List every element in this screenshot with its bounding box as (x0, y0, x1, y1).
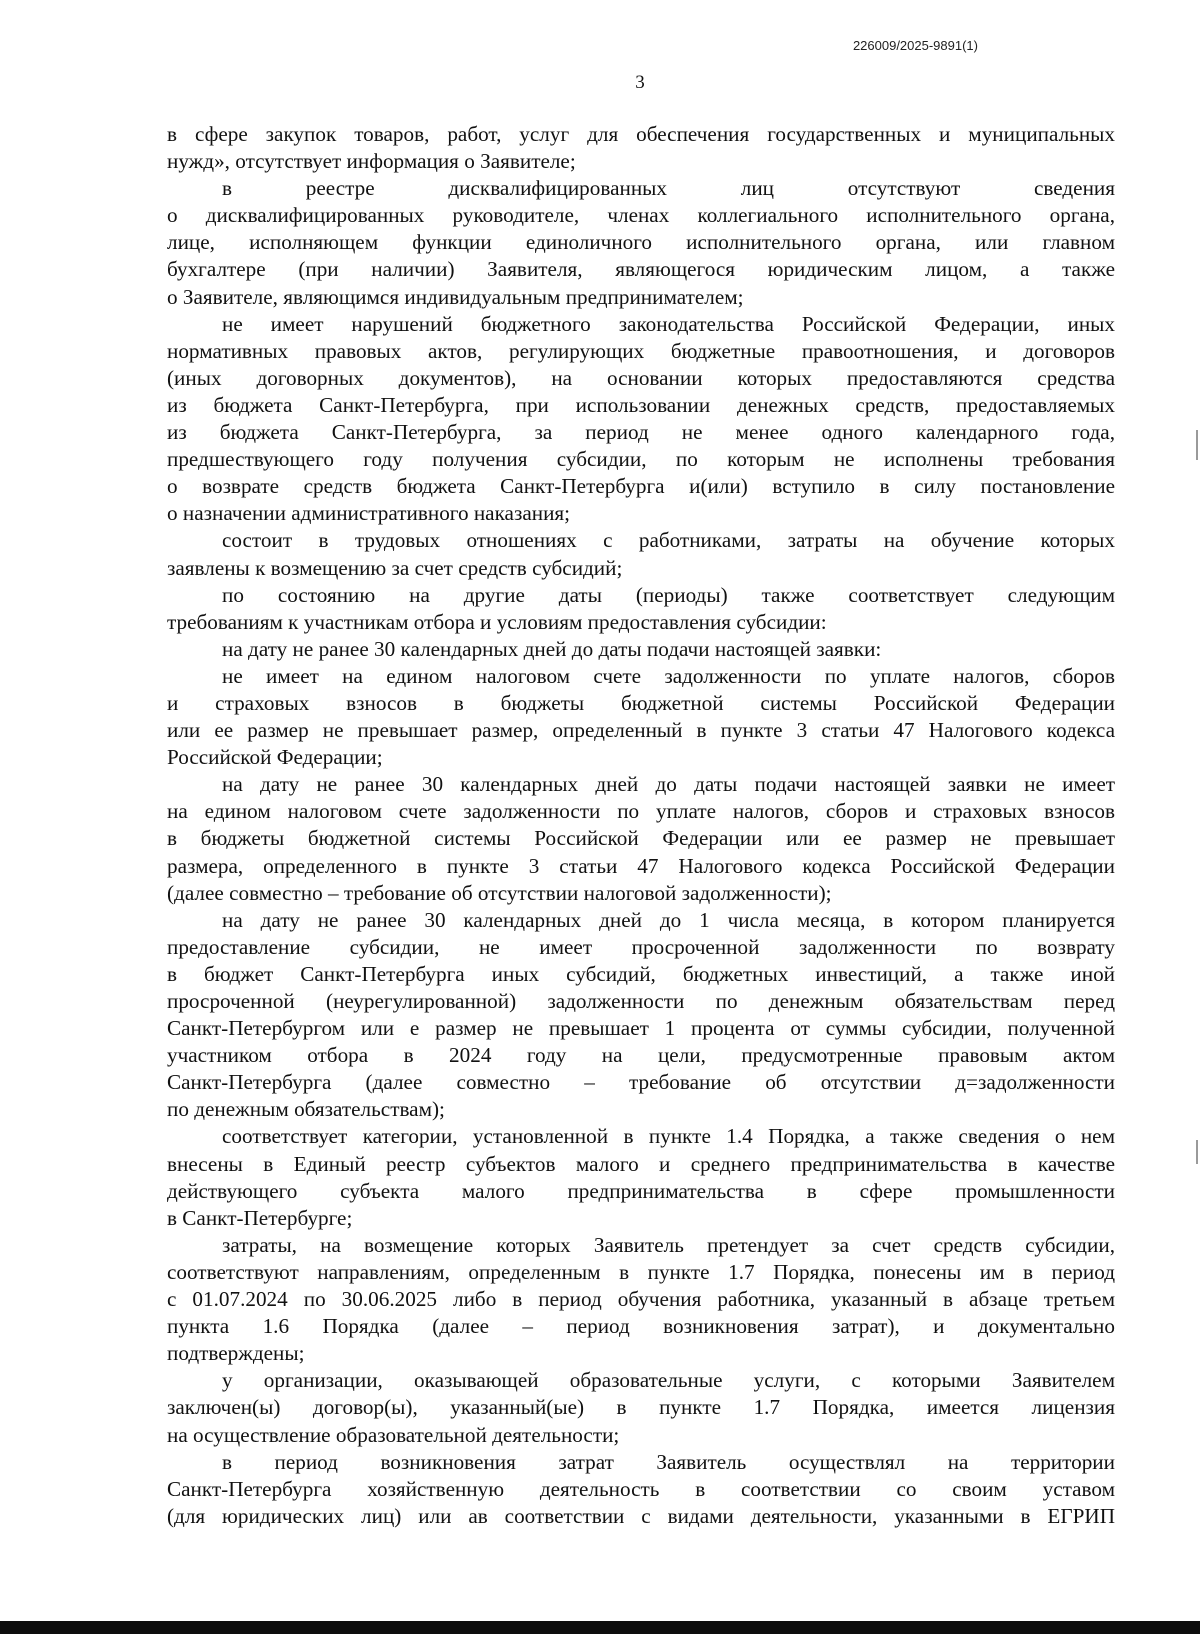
text-line: предшествующего году получения субсидии, по которым не исполнены требования (167, 447, 1115, 472)
text-line: нужд», отсутствует информация о Заявителе; (167, 149, 576, 174)
text-line: в бюджеты бюджетной системы Российской Федерации или ее размер не превышает (167, 826, 1115, 851)
text-line: Санкт-Петербургом или е размер не превышает 1 процента от суммы субсидии, полученной (167, 1016, 1115, 1041)
text-line: из бюджета Санкт-Петербурга, за период не менее одного календарного года, (167, 420, 1115, 445)
text-line: заключен(ы) договор(ы), указанный(ые) в пункте 1.7 Порядка, имеется лицензия (167, 1395, 1115, 1420)
scan-edge-mark (1196, 1140, 1198, 1164)
text-line: с 01.07.2024 по 30.06.2025 либо в период обучения работника, указанный в абзаце третьем (167, 1287, 1115, 1312)
text-line: нормативных правовых актов, регулирующих бюджетные правоотношения, и договоров (167, 338, 1115, 363)
text-line: в Санкт-Петербурге; (167, 1205, 353, 1230)
text-line: о Заявителе, являющимся индивидуальным предпринимателем; (167, 284, 744, 309)
text-line: на дату не ранее 30 календарных дней до даты подачи настоящей заявки: (222, 636, 882, 661)
text-line: действующего субъекта малого предпринимательства в сфере промышленности (167, 1178, 1115, 1203)
text-line: по денежным обязательствам); (167, 1097, 445, 1122)
page-number: 3 (635, 72, 645, 93)
text-line: предоставление субсидии, не имеет просроченной задолженности по возврату (167, 934, 1115, 959)
text-line: заявлены к возмещению за счет средств субсидий; (167, 555, 623, 580)
text-line: не имеет нарушений бюджетного законодательства Российской Федерации, иных (222, 311, 1115, 336)
text-line: Санкт-Петербурга хозяйственную деятельность в соответствии со своим уставом (167, 1476, 1115, 1501)
text-line: Санкт-Петербурга (далее совместно – требование об отсутствии д=задолженности (167, 1070, 1115, 1095)
text-line: соответствует категории, установленной в пункте 1.4 Порядка, а также сведения о нем (222, 1124, 1115, 1149)
text-line: на осуществление образовательной деятельности; (167, 1422, 620, 1447)
text-line: в сфере закупок товаров, работ, услуг для обеспечения государственных и муниципальных (167, 122, 1115, 146)
text-line: (иных договорных документов), на основании которых предоставляются средства (167, 365, 1115, 390)
text-line: в период возникновения затрат Заявитель осуществлял на территории (222, 1449, 1115, 1474)
text-line: подтверждены; (167, 1341, 305, 1366)
text-line: пункта 1.6 Порядка (далее – период возникновения затрат), и документально (167, 1314, 1115, 1339)
text-line: не имеет на едином налоговом счете задолженности по уплате налогов, сборов (222, 663, 1115, 688)
text-line: требованиям к участникам отбора и условиям предоставления субсидии: (167, 609, 827, 634)
text-line: внесены в Единый реестр субъектов малого и среднего предпринимательства в качестве (167, 1151, 1115, 1176)
text-line: просроченной (неурегулированной) задолженности по денежным обязательствам перед (167, 989, 1115, 1013)
text-line: у организации, оказывающей образовательные услуги, с которыми Заявителем (222, 1368, 1115, 1393)
text-line: Российской Федерации; (167, 745, 383, 770)
text-line: по состоянию на другие даты (периоды) также соответствует следующим (222, 582, 1115, 607)
text-line: о возврате средств бюджета Санкт-Петербурга и(или) вступило в силу постановление (167, 474, 1115, 499)
text-line: лице, исполняющем функции единоличного исполнительного органа, или главном (167, 230, 1115, 255)
text-line: затраты, на возмещение которых Заявитель претендует за счет средств субсидии, (222, 1232, 1115, 1257)
document-body (167, 121, 1115, 1530)
text-line: размера, определенного в пункте 3 статьи 47 Налогового кодекса Российской Федерации (167, 853, 1115, 878)
text-line: соответствуют направлениям, определенным в пункте 1.7 Порядка, понесены им в период (167, 1259, 1115, 1284)
text-line: (для юридических лиц) или ав соответствии с видами деятельности, указанными в ЕГРИП (167, 1503, 1115, 1528)
text-line: в бюджет Санкт-Петербурга иных субсидий, бюджетных инвестиций, а также иной (167, 961, 1115, 986)
text-line: или ее размер не превышает размер, определенный в пункте 3 статьи 47 Налогового кодекса (167, 718, 1115, 743)
document-id: 226009/2025-9891(1) (852, 38, 978, 53)
text-line: на дату не ранее 30 календарных дней до даты подачи настоящей заявки не имеет (222, 772, 1115, 797)
text-line: в реестре дисквалифицированных лиц отсутствуют сведения (222, 176, 1115, 201)
text-line: из бюджета Санкт-Петербурга, при использовании денежных средств, предоставляемых (167, 392, 1115, 417)
text-line: бухгалтере (при наличии) Заявителя, являющегося юридическим лицом, а также (167, 257, 1115, 282)
text-line: о дисквалифицированных руководителе, членах коллегиального исполнительного органа, (167, 203, 1115, 228)
text-line: состоит в трудовых отношениях с работниками, затраты на обучение которых (222, 528, 1115, 553)
text-line: и страховых взносов в бюджеты бюджетной системы Российской Федерации (167, 690, 1115, 715)
text-line: на едином налоговом счете задолженности по уплате налогов, сборов и страховых взносов (167, 799, 1115, 824)
text-line: на дату не ранее 30 календарных дней до 1 числа месяца, в котором планируется (222, 907, 1115, 932)
text-line: о назначении административного наказания; (167, 501, 571, 526)
text-line: (далее совместно – требование об отсутствии налоговой задолженности); (167, 880, 832, 905)
scan-edge-mark (1196, 430, 1198, 460)
text-line: участником отбора в 2024 году на цели, предусмотренные правовым актом (167, 1043, 1115, 1068)
scan-bottom-border (0, 1621, 1200, 1634)
